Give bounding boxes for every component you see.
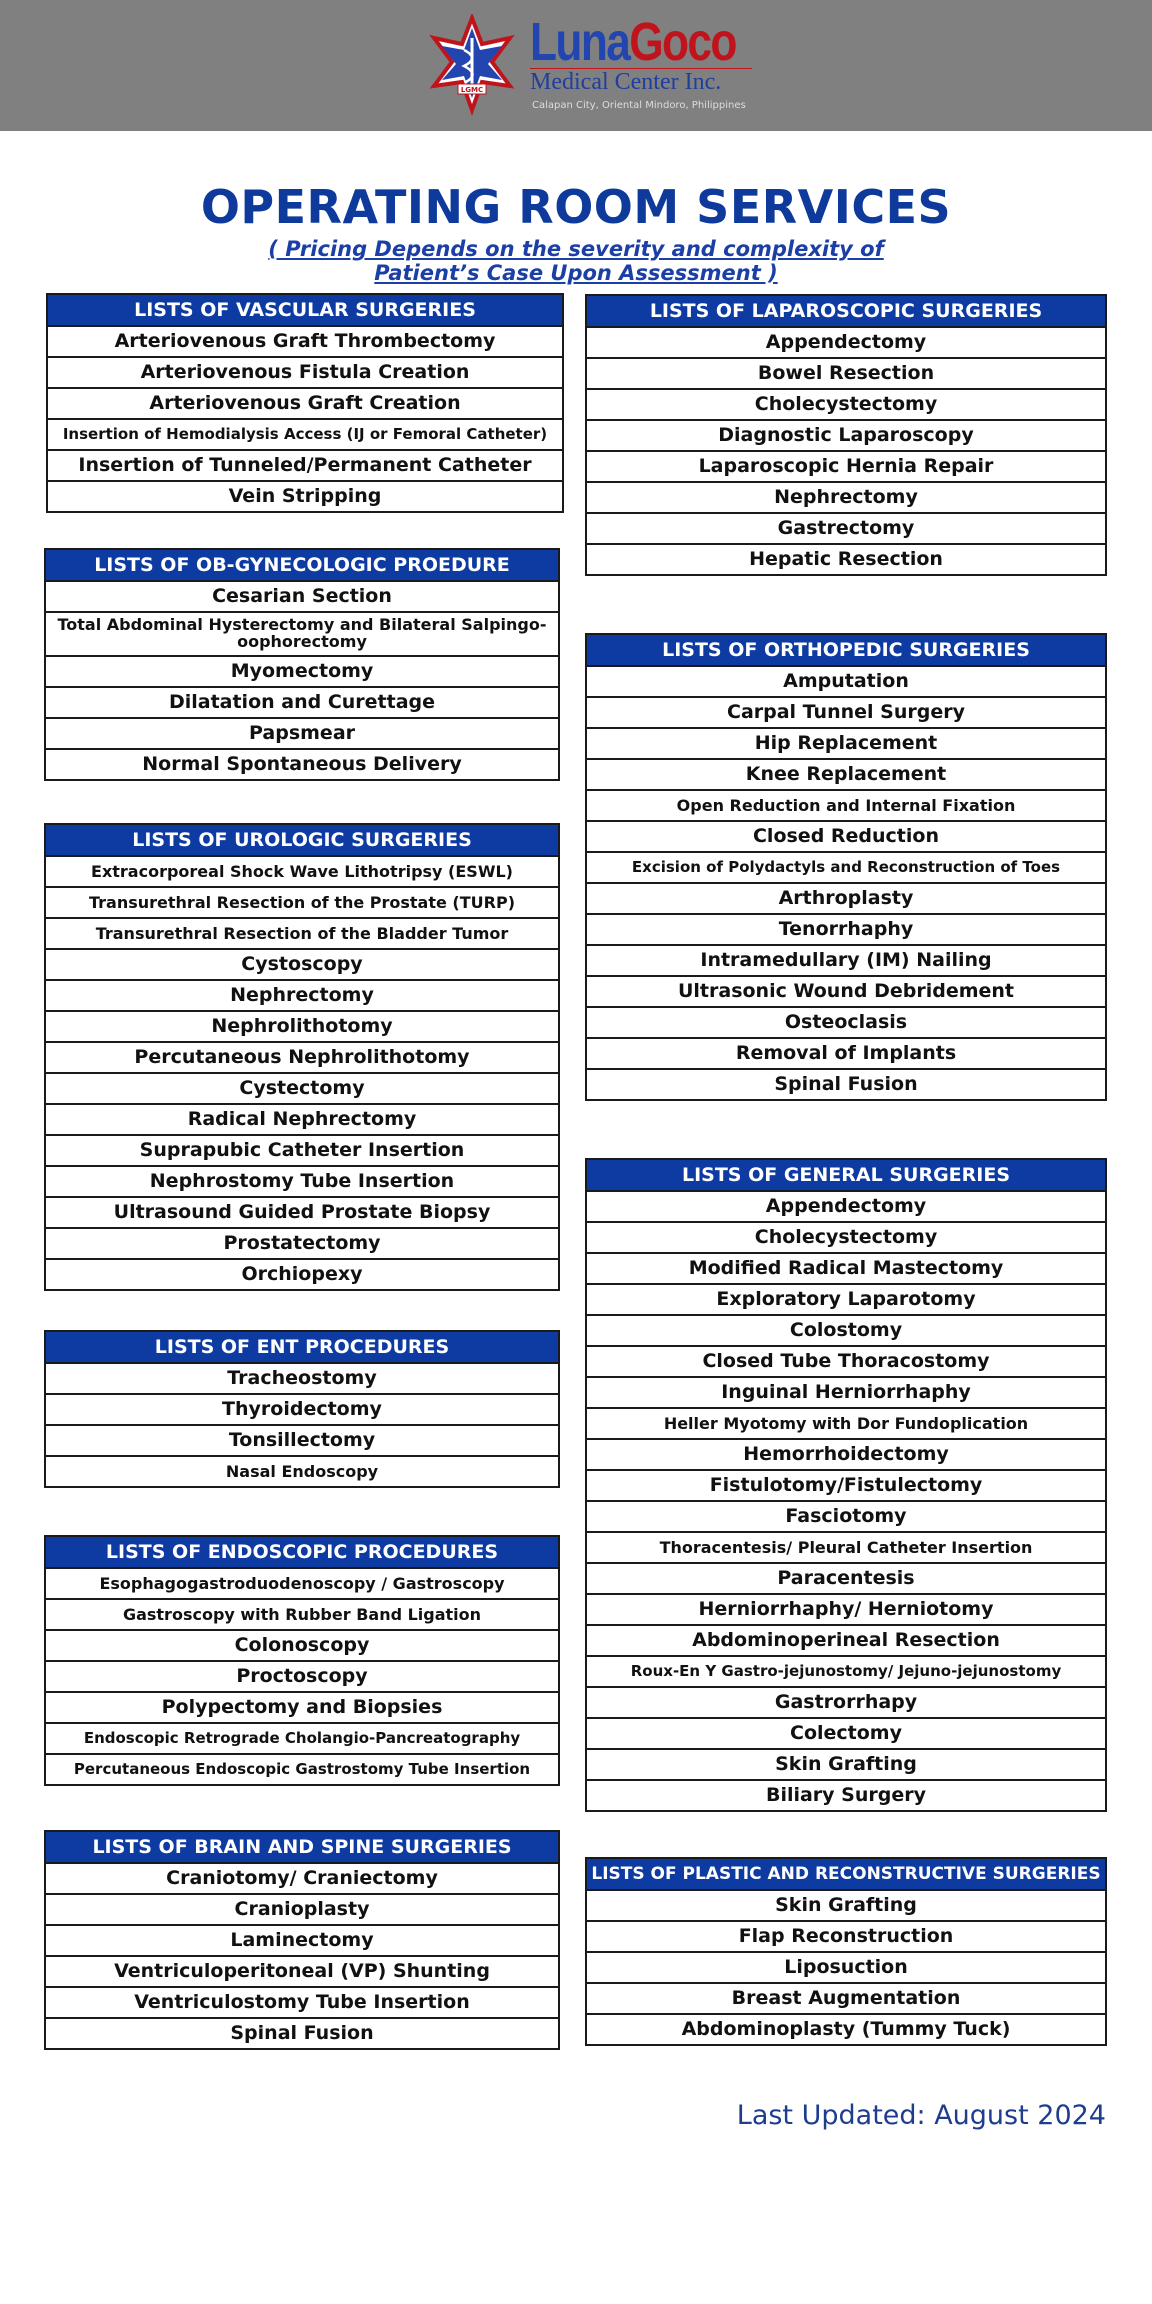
list-item: Proctoscopy xyxy=(46,1662,558,1693)
brain-spine-table xyxy=(44,1830,560,2050)
list-item: Closed Tube Thoracostomy xyxy=(587,1347,1105,1378)
list-item: Papsmear xyxy=(46,719,558,750)
list-item: Cholecystectomy xyxy=(587,390,1105,421)
list-item: Transurethral Resection of the Prostate (TURP) xyxy=(46,888,558,919)
table-header: LISTS OF BRAIN AND SPINE SURGERIES xyxy=(46,1832,558,1864)
list-item: Nephrectomy xyxy=(587,483,1105,514)
list-item: Skin Grafting xyxy=(587,1891,1105,1922)
list-item: Esophagogastroduodenoscopy / Gastroscopy xyxy=(46,1569,558,1600)
list-item: Myomectomy xyxy=(46,657,558,688)
table-header: LISTS OF PLASTIC AND RECONSTRUCTIVE SURGERIES xyxy=(587,1859,1105,1891)
list-item: Thoracentesis/ Pleural Catheter Insertion xyxy=(587,1533,1105,1564)
list-item: Flap Reconstruction xyxy=(587,1922,1105,1953)
list-item: Orchiopexy xyxy=(241,1263,363,1285)
logo-badge: LGMC xyxy=(460,86,484,94)
list-item: Closed Reduction xyxy=(587,822,1105,853)
list-item: Hip Replacement xyxy=(587,729,1105,760)
list-item: Open Reduction and Internal Fixation xyxy=(587,791,1105,822)
list-item: Ultrasound Guided Prostate Biopsy xyxy=(46,1198,558,1229)
plastic-table xyxy=(585,1857,1107,2046)
list-item: Colostomy xyxy=(587,1316,1105,1347)
orthopedic-table xyxy=(585,633,1107,1101)
list-item: Prostatectomy xyxy=(46,1229,558,1260)
list-item: Transurethral Resection of the Bladder Tumor xyxy=(46,919,558,950)
star-of-life-icon xyxy=(420,14,524,118)
list-item: Arteriovenous Graft Thrombectomy xyxy=(48,327,562,358)
logo-name-goco: Goco xyxy=(629,12,736,72)
list-item: Thyroidectomy xyxy=(46,1395,558,1426)
list-item: Roux-En Y Gastro-jejunostomy/ Jejuno-jejunostomy xyxy=(587,1657,1105,1688)
table-header: LISTS OF GENERAL SURGERIES xyxy=(587,1160,1105,1192)
list-item: Nephrostomy Tube Insertion xyxy=(46,1167,558,1198)
table-header: LISTS OF OB-GYNECOLOGIC PROEDURE xyxy=(46,550,558,582)
table-header: LISTS OF ENT PROCEDURES xyxy=(46,1332,558,1364)
logo-name xyxy=(530,12,736,72)
laparoscopic-table xyxy=(585,294,1107,576)
list-item: Cystoscopy xyxy=(46,950,558,981)
list-item: Extracorporeal Shock Wave Lithotripsy (ESWL) xyxy=(46,857,558,888)
list-item: Tonsillectomy xyxy=(46,1426,558,1457)
list-item: Tenorrhaphy xyxy=(587,915,1105,946)
list-item: Hemorrhoidectomy xyxy=(587,1440,1105,1471)
general-table xyxy=(585,1158,1107,1812)
table-header: LISTS OF LAPAROSCOPIC SURGERIES xyxy=(587,296,1105,328)
list-item: Fistulotomy/Fistulectomy xyxy=(587,1471,1105,1502)
list-item: Spinal Fusion xyxy=(774,1073,918,1095)
list-item: Total Abdominal Hysterectomy and Bilateral Salpingo-oophorectomy xyxy=(46,613,558,657)
list-item: Removal of Implants xyxy=(587,1039,1105,1070)
table-header: LISTS OF VASCULAR SURGERIES xyxy=(48,295,562,327)
list-item: Cystectomy xyxy=(46,1074,558,1105)
list-item: Fasciotomy xyxy=(587,1502,1105,1533)
list-item: Inguinal Herniorrhaphy xyxy=(587,1378,1105,1409)
list-item: Liposuction xyxy=(587,1953,1105,1984)
list-item: Spinal Fusion xyxy=(230,2022,374,2044)
list-item: Skin Grafting xyxy=(587,1750,1105,1781)
list-item: Diagnostic Laparoscopy xyxy=(587,421,1105,452)
list-item: Amputation xyxy=(587,667,1105,698)
list-item: Cranioplasty xyxy=(46,1895,558,1926)
list-item: Laminectomy xyxy=(46,1926,558,1957)
list-item: Heller Myotomy with Dor Fundoplication xyxy=(587,1409,1105,1440)
list-item: Arthroplasty xyxy=(587,884,1105,915)
list-item: Ultrasonic Wound Debridement xyxy=(587,977,1105,1008)
list-item: Exploratory Laparotomy xyxy=(587,1285,1105,1316)
last-updated: Last Updated: August 2024 xyxy=(736,2100,1106,2131)
list-item: Bowel Resection xyxy=(587,359,1105,390)
list-item: Biliary Surgery xyxy=(765,1784,927,1806)
list-item: Knee Replacement xyxy=(587,760,1105,791)
list-item: Insertion of Tunneled/Permanent Catheter xyxy=(48,451,562,482)
logo-subtitle: Medical Center Inc. xyxy=(530,68,752,95)
list-item: Radical Nephrectomy xyxy=(46,1105,558,1136)
list-item: Abdominoperineal Resection xyxy=(587,1626,1105,1657)
list-item: Colonoscopy xyxy=(46,1631,558,1662)
page-subtitle: ( Pricing Depends on the severity and complexity of Patient’s Case Upon Assessment ) xyxy=(268,237,884,285)
list-item: Paracentesis xyxy=(587,1564,1105,1595)
table-header: LISTS OF UROLOGIC SURGERIES xyxy=(46,825,558,857)
list-item: Appendectomy xyxy=(587,1192,1105,1223)
list-item: Dilatation and Curettage xyxy=(46,688,558,719)
list-item: Percutaneous Nephrolithotomy xyxy=(46,1043,558,1074)
urologic-table xyxy=(44,823,560,1291)
list-item: Ventriculostomy Tube Insertion xyxy=(46,1988,558,2019)
list-item: Suprapubic Catheter Insertion xyxy=(46,1136,558,1167)
list-item: Arteriovenous Fistula Creation xyxy=(48,358,562,389)
logo-name-luna: Luna xyxy=(530,12,630,72)
list-item: Insertion of Hemodialysis Access (IJ or Femoral Catheter) xyxy=(48,420,562,451)
list-item: Gastroscopy with Rubber Band Ligation xyxy=(46,1600,558,1631)
list-item: Modified Radical Mastectomy xyxy=(587,1254,1105,1285)
list-item: Polypectomy and Biopsies xyxy=(46,1693,558,1724)
list-item: Normal Spontaneous Delivery xyxy=(142,753,462,775)
list-item: Hepatic Resection xyxy=(749,548,943,570)
vascular-table xyxy=(46,293,564,513)
list-item: Nephrolithotomy xyxy=(46,1012,558,1043)
list-item: Gastrectomy xyxy=(587,514,1105,545)
list-item: Nasal Endoscopy xyxy=(225,1462,379,1481)
list-item: Craniotomy/ Craniectomy xyxy=(46,1864,558,1895)
obgyn-table xyxy=(44,548,560,781)
list-item: Breast Augmentation xyxy=(587,1984,1105,2015)
list-item: Vein Stripping xyxy=(228,485,382,507)
list-item: Excision of Polydactyls and Reconstruction of Toes xyxy=(587,853,1105,884)
list-item: Nephrectomy xyxy=(46,981,558,1012)
list-item: Appendectomy xyxy=(587,328,1105,359)
list-item: Abdominoplasty (Tummy Tuck) xyxy=(681,2018,1011,2040)
list-item: Endoscopic Retrograde Cholangio-Pancreatography xyxy=(46,1724,558,1755)
list-item: Percutaneous Endoscopic Gastrostomy Tube Insertion xyxy=(73,1760,531,1778)
table-header: LISTS OF ENDOSCOPIC PROCEDURES xyxy=(46,1537,558,1569)
table-header: LISTS OF ORTHOPEDIC SURGERIES xyxy=(587,635,1105,667)
list-item: Ventriculoperitoneal (VP) Shunting xyxy=(46,1957,558,1988)
list-item: Herniorrhaphy/ Herniotomy xyxy=(587,1595,1105,1626)
logo xyxy=(420,10,750,122)
page-title: OPERATING ROOM SERVICES xyxy=(200,180,952,234)
list-item: Cesarian Section xyxy=(46,582,558,613)
list-item: Osteoclasis xyxy=(587,1008,1105,1039)
list-item: Tracheostomy xyxy=(46,1364,558,1395)
list-item: Intramedullary (IM) Nailing xyxy=(587,946,1105,977)
list-item: Cholecystectomy xyxy=(587,1223,1105,1254)
logo-address: Calapan City, Oriental Mindoro, Philippines xyxy=(532,100,746,111)
list-item: Gastrorrhapy xyxy=(587,1688,1105,1719)
list-item: Laparoscopic Hernia Repair xyxy=(587,452,1105,483)
ent-table xyxy=(44,1330,560,1488)
list-item: Carpal Tunnel Surgery xyxy=(587,698,1105,729)
list-item: Arteriovenous Graft Creation xyxy=(48,389,562,420)
list-item: Colectomy xyxy=(587,1719,1105,1750)
header-band xyxy=(0,0,1152,131)
endoscopic-table xyxy=(44,1535,560,1786)
